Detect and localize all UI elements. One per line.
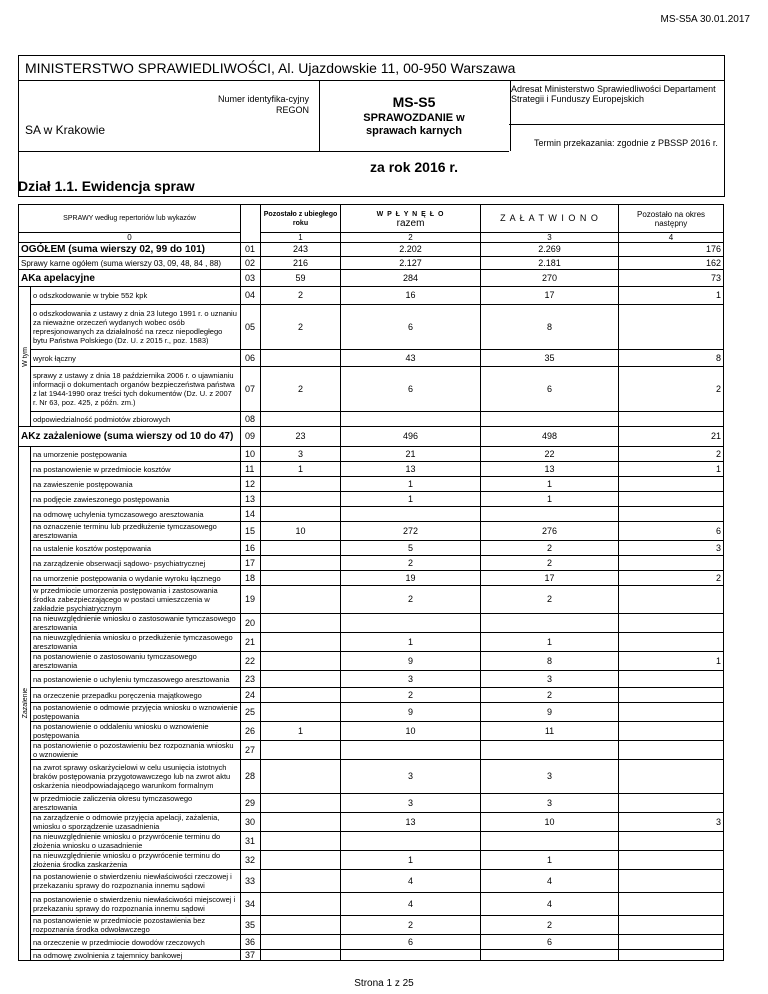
- table-row: [19, 794, 724, 813]
- cell-pozostalo: 2: [261, 305, 341, 350]
- cell-pozostalo-next: [619, 556, 724, 571]
- row-label: odpowiedzialność podmiotów zbiorowych: [31, 412, 241, 427]
- cell-zalatwiono: [481, 741, 619, 760]
- cell-zalatwiono: 17: [481, 287, 619, 305]
- cell-zalatwiono: [481, 507, 619, 522]
- cell-zalatwiono: 2: [481, 688, 619, 703]
- cell-pozostalo: [261, 652, 341, 671]
- row-label: na postanowienie o odmowie przyjęcia wniosku o wznowienie postępowania: [31, 703, 241, 722]
- cell-pozostalo: [261, 935, 341, 950]
- row-number: 15: [241, 522, 261, 541]
- cell-pozostalo: [261, 492, 341, 507]
- table-row: [19, 703, 724, 722]
- cell-zalatwiono: 17: [481, 571, 619, 586]
- cell-pozostalo-next: [619, 950, 724, 961]
- cell-wplynelo: [341, 507, 481, 522]
- col-3: 3: [481, 233, 619, 243]
- cell-zalatwiono: 3: [481, 671, 619, 688]
- cell-wplynelo: 4: [341, 870, 481, 893]
- cell-zalatwiono: 6: [481, 935, 619, 950]
- cell-zalatwiono: 1: [481, 633, 619, 652]
- cell-pozostalo-next: 8: [619, 350, 724, 367]
- row-number: 36: [241, 935, 261, 950]
- cell-zalatwiono: [481, 950, 619, 961]
- cell-wplynelo: 2: [341, 688, 481, 703]
- table-row: [19, 633, 724, 652]
- row-number: 34: [241, 893, 261, 916]
- col-4: 4: [619, 233, 724, 243]
- court-name: SA w Krakowie: [25, 123, 106, 137]
- section-title: Dział 1.1. Ewidencja spraw: [18, 178, 195, 194]
- cell-pozostalo-next: [619, 492, 724, 507]
- cell-zalatwiono: 1: [481, 492, 619, 507]
- cell-pozostalo-next: [619, 507, 724, 522]
- header-wplynelo-razem: razem: [396, 217, 425, 229]
- cell-zalatwiono: 2: [481, 541, 619, 556]
- cell-pozostalo-next: [619, 916, 724, 935]
- cell-zalatwiono: 8: [481, 305, 619, 350]
- cell-pozostalo-next: 1: [619, 462, 724, 477]
- cell-pozostalo-next: [619, 722, 724, 741]
- row-label: na oznaczenie terminu lub przedłużenie tymczasowego aresztowania: [31, 522, 241, 541]
- row-label: na postanowienie o stwierdzeniu niewłaściwości miejscowej i przekazaniu sprawy do rozpoznania innemu sądowi: [31, 893, 241, 916]
- table-row: [19, 257, 724, 270]
- row-number: 21: [241, 633, 261, 652]
- table-row: [19, 571, 724, 586]
- row-label: na ustalenie kosztów postępowania: [31, 541, 241, 556]
- row-label: OGÓŁEM (suma wierszy 02, 99 do 101): [19, 243, 241, 257]
- cell-pozostalo: [261, 741, 341, 760]
- cell-zalatwiono: 4: [481, 893, 619, 916]
- table-row: [19, 950, 724, 961]
- cell-zalatwiono: 270: [481, 270, 619, 287]
- page-footer: Strona 1 z 25: [354, 978, 414, 989]
- report-year: za rok 2016 r.: [370, 159, 458, 175]
- row-number: 17: [241, 556, 261, 571]
- cell-wplynelo: 2: [341, 586, 481, 614]
- cell-pozostalo: [261, 893, 341, 916]
- col-2: 2: [341, 233, 481, 243]
- table-row: [19, 671, 724, 688]
- cell-pozostalo: [261, 916, 341, 935]
- cell-zalatwiono: 35: [481, 350, 619, 367]
- table-row: [19, 427, 724, 447]
- cell-wplynelo: 1: [341, 851, 481, 870]
- table-row: [19, 412, 724, 427]
- row-number: 14: [241, 507, 261, 522]
- row-number: 04: [241, 287, 261, 305]
- cell-zalatwiono: 22: [481, 447, 619, 462]
- cell-pozostalo: 59: [261, 270, 341, 287]
- cell-pozostalo-next: [619, 633, 724, 652]
- row-label: na orzeczenie przepadku poręczenia majątkowego: [31, 688, 241, 703]
- cell-wplynelo: [341, 950, 481, 961]
- cell-pozostalo-next: [619, 741, 724, 760]
- cell-wplynelo: [341, 412, 481, 427]
- row-number: 25: [241, 703, 261, 722]
- row-label: na nieuwzględnienia wniosku o przedłużenie tymczasowego aresztowania: [31, 633, 241, 652]
- cell-pozostalo: [261, 477, 341, 492]
- row-label: na zarządzenie obserwacji sądowo- psychiatrycznej: [31, 556, 241, 571]
- table-row: [19, 614, 724, 633]
- row-label: na odmowę zwolnienia z tajemnicy bankowej: [31, 950, 241, 961]
- form-code: MS-S5: [392, 94, 436, 110]
- row-number: 24: [241, 688, 261, 703]
- cell-wplynelo: [341, 614, 481, 633]
- row-number: 28: [241, 760, 261, 794]
- row-number: 09: [241, 427, 261, 447]
- cell-pozostalo: [261, 794, 341, 813]
- cell-zalatwiono: 276: [481, 522, 619, 541]
- cell-pozostalo: [261, 614, 341, 633]
- row-number: 26: [241, 722, 261, 741]
- report-header: [18, 55, 725, 197]
- cell-wplynelo: 16: [341, 287, 481, 305]
- cell-pozostalo: [261, 671, 341, 688]
- row-number: 02: [241, 257, 261, 270]
- year-divider: [19, 151, 509, 152]
- cell-pozostalo-next: [619, 935, 724, 950]
- cell-wplynelo: 1: [341, 633, 481, 652]
- cell-wplynelo: 2.202: [341, 243, 481, 257]
- table-row: [19, 492, 724, 507]
- row-number: 35: [241, 916, 261, 935]
- cell-zalatwiono: [481, 832, 619, 851]
- cell-pozostalo-next: 73: [619, 270, 724, 287]
- header-wplynelo-top: W P Ł Y N Ę Ł O: [376, 210, 445, 218]
- row-label: o odszkodowanie w trybie 552 kpk: [31, 287, 241, 305]
- addressee-divider: [509, 124, 724, 125]
- row-number: 05: [241, 305, 261, 350]
- row-number: 03: [241, 270, 261, 287]
- cell-zalatwiono: 8: [481, 652, 619, 671]
- row-label: wyrok łączny: [31, 350, 241, 367]
- row-label: na umorzenie postępowania o wydanie wyroku łącznego: [31, 571, 241, 586]
- cell-wplynelo: 13: [341, 462, 481, 477]
- row-label: AKz zażaleniowe (suma wierszy od 10 do 47): [19, 427, 241, 447]
- cell-wplynelo: 284: [341, 270, 481, 287]
- col-1: 1: [261, 233, 341, 243]
- cell-pozostalo-next: [619, 671, 724, 688]
- cell-pozostalo-next: [619, 832, 724, 851]
- row-number: 01: [241, 243, 261, 257]
- cell-zalatwiono: 3: [481, 760, 619, 794]
- cell-pozostalo-next: 6: [619, 522, 724, 541]
- side-label-zazalenie: [19, 447, 31, 961]
- cell-wplynelo: 2.127: [341, 257, 481, 270]
- row-label: sprawy z ustawy z dnia 18 października 2006 r. o ujawnianiu informacji o dokumentach organów bezpieczeństwa państwa z lat 1944-1990 oraz treści tych dokumentów (Dz. U. z 2007 r. Nr 63, poz. 425, z późn. zm.): [31, 367, 241, 412]
- cell-zalatwiono: 498: [481, 427, 619, 447]
- cell-pozostalo-next: 1: [619, 287, 724, 305]
- table-row: [19, 688, 724, 703]
- table-row: [19, 447, 724, 462]
- cell-zalatwiono: [481, 614, 619, 633]
- cell-pozostalo-next: 3: [619, 813, 724, 832]
- cell-pozostalo: [261, 870, 341, 893]
- row-number: 13: [241, 492, 261, 507]
- cell-pozostalo: [261, 703, 341, 722]
- row-label: Sprawy karne ogółem (suma wierszy 03, 09, 48, 84 , 88): [19, 257, 241, 270]
- cell-wplynelo: 6: [341, 935, 481, 950]
- cell-pozostalo-next: [619, 412, 724, 427]
- cell-wplynelo: 9: [341, 703, 481, 722]
- row-number: 37: [241, 950, 261, 961]
- table-row: [19, 916, 724, 935]
- table-row: [19, 522, 724, 541]
- cell-pozostalo: [261, 760, 341, 794]
- report-title: SPRAWOZDANIE w sprawach karnych: [363, 112, 465, 137]
- cell-pozostalo-next: [619, 760, 724, 794]
- cell-pozostalo: [261, 541, 341, 556]
- table-row: [19, 287, 724, 305]
- table-row: [19, 350, 724, 367]
- cell-pozostalo-next: 2: [619, 447, 724, 462]
- cell-zalatwiono: 2: [481, 916, 619, 935]
- row-number: 07: [241, 367, 261, 412]
- table-row: [19, 832, 724, 851]
- ministry-title: MINISTERSTWO SPRAWIEDLIWOŚCI, Al. Ujazdowskie 11, 00-950 Warszawa: [19, 56, 724, 81]
- cell-wplynelo: 6: [341, 367, 481, 412]
- row-label: na postanowienie w przedmiocie kosztów: [31, 462, 241, 477]
- table-row: [19, 462, 724, 477]
- row-label: na nieuwzględnienie wniosku o przywrócenie terminu do złożenia środka zaskarżenia: [31, 851, 241, 870]
- cell-wplynelo: 4: [341, 893, 481, 916]
- table-row: [19, 760, 724, 794]
- cell-wplynelo: 496: [341, 427, 481, 447]
- cell-pozostalo: 23: [261, 427, 341, 447]
- row-label: o odszkodowania z ustawy z dnia 23 lutego 1991 r. o uznaniu za nieważne orzeczeń wydanych wobec osób represjonowanych za działalność na rzecz niepodległego bytu Państwa Polskiego (Dz. U. z 2015 r., poz. 1583): [31, 305, 241, 350]
- cell-pozostalo-next: [619, 703, 724, 722]
- table-row: [19, 935, 724, 950]
- table-row: [19, 556, 724, 571]
- table-row: [19, 851, 724, 870]
- cell-zalatwiono: 2: [481, 586, 619, 614]
- table-row: [19, 541, 724, 556]
- row-label: na podjęcie zawieszonego postępowania: [31, 492, 241, 507]
- cell-pozostalo: [261, 412, 341, 427]
- cell-zalatwiono: [481, 412, 619, 427]
- row-label: AKa apelacyjne: [19, 270, 241, 287]
- cell-pozostalo-next: 21: [619, 427, 724, 447]
- cell-pozostalo: [261, 832, 341, 851]
- header-sprawy: SPRAWY według repertoriów lub wykazów: [19, 205, 241, 233]
- cell-wplynelo: 272: [341, 522, 481, 541]
- cell-pozostalo: [261, 950, 341, 961]
- row-number: 10: [241, 447, 261, 462]
- row-number: 32: [241, 851, 261, 870]
- side-label-wtym: [19, 287, 31, 427]
- cell-pozostalo: [261, 851, 341, 870]
- row-number: 29: [241, 794, 261, 813]
- table-row: [19, 305, 724, 350]
- cell-zalatwiono: 10: [481, 813, 619, 832]
- document-reference: MS-S5A 30.01.2017: [660, 14, 750, 25]
- row-number: 08: [241, 412, 261, 427]
- cell-pozostalo: [261, 350, 341, 367]
- cell-wplynelo: [341, 832, 481, 851]
- cell-wplynelo: 5: [341, 541, 481, 556]
- cell-pozostalo: [261, 556, 341, 571]
- cell-pozostalo: 10: [261, 522, 341, 541]
- row-label: na odmowę uchylenia tymczasowego aresztowania: [31, 507, 241, 522]
- row-number: 16: [241, 541, 261, 556]
- cell-pozostalo-next: [619, 870, 724, 893]
- cell-pozostalo-next: 3: [619, 541, 724, 556]
- cell-pozostalo: [261, 507, 341, 522]
- cell-pozostalo-next: 2: [619, 367, 724, 412]
- cell-zalatwiono: 2.269: [481, 243, 619, 257]
- cell-pozostalo: 2: [261, 367, 341, 412]
- row-number: 06: [241, 350, 261, 367]
- row-number: 22: [241, 652, 261, 671]
- row-label: na zawieszenie postępowania: [31, 477, 241, 492]
- cell-wplynelo: 6: [341, 305, 481, 350]
- cell-pozostalo-next: 1: [619, 652, 724, 671]
- table-row: [19, 477, 724, 492]
- row-number: 12: [241, 477, 261, 492]
- cell-wplynelo: [341, 741, 481, 760]
- cell-pozostalo-next: [619, 477, 724, 492]
- cell-pozostalo-next: 2: [619, 571, 724, 586]
- cell-zalatwiono: 1: [481, 851, 619, 870]
- row-label: na postanowienie o uchyleniu tymczasowego aresztowania: [31, 671, 241, 688]
- row-number: 30: [241, 813, 261, 832]
- table-row: [19, 722, 724, 741]
- row-label: na nieuwzględnienie wniosku o zastosowanie tymczasowego aresztowania: [31, 614, 241, 633]
- cell-zalatwiono: 6: [481, 367, 619, 412]
- cell-zalatwiono: 13: [481, 462, 619, 477]
- table-row: [19, 507, 724, 522]
- table-row: [19, 243, 724, 257]
- row-label: na postanowienie o zastosowaniu tymczasowego aresztowania: [31, 652, 241, 671]
- row-number: 27: [241, 741, 261, 760]
- cell-wplynelo: 19: [341, 571, 481, 586]
- cell-pozostalo-next: [619, 614, 724, 633]
- cell-wplynelo: 2: [341, 556, 481, 571]
- row-number: 18: [241, 571, 261, 586]
- cell-zalatwiono: 11: [481, 722, 619, 741]
- cell-pozostalo-next: [619, 688, 724, 703]
- side-label-wtym-text: W tym: [22, 346, 29, 367]
- row-number: 23: [241, 671, 261, 688]
- records-table: [18, 204, 724, 961]
- row-number: 19: [241, 586, 261, 614]
- cell-wplynelo: 3: [341, 760, 481, 794]
- table-row: [19, 367, 724, 412]
- table-row: [19, 586, 724, 614]
- row-label: na orzeczenie w przedmiocie dowodów rzeczowych: [31, 935, 241, 950]
- cell-zalatwiono: 4: [481, 870, 619, 893]
- col-0: 0: [19, 233, 241, 243]
- cell-pozostalo-next: 162: [619, 257, 724, 270]
- cell-pozostalo: 3: [261, 447, 341, 462]
- cell-pozostalo-next: 176: [619, 243, 724, 257]
- cell-zalatwiono: 2: [481, 556, 619, 571]
- deadline: Termin przekazania: zgodnie z PBSSP 2016 r.: [534, 138, 718, 148]
- cell-zalatwiono: 9: [481, 703, 619, 722]
- cell-pozostalo-next: [619, 305, 724, 350]
- row-label: na postanowienie o pozostawieniu bez rozpoznania wniosku o wznowienie: [31, 741, 241, 760]
- side-label-zazalenie-text: Zażalenie: [22, 688, 29, 719]
- cell-pozostalo: 1: [261, 462, 341, 477]
- row-label: na nieuwzględnienie wniosku o przywrócenie terminu do złożenia wniosku o uzasadnienie: [31, 832, 241, 851]
- cell-pozostalo-next: [619, 893, 724, 916]
- header-blank: [241, 205, 261, 243]
- cell-wplynelo: 3: [341, 671, 481, 688]
- table-row: [19, 741, 724, 760]
- cell-pozostalo: [261, 586, 341, 614]
- table-row: [19, 270, 724, 287]
- row-label: na postanowienie o stwierdzeniu niewłaściwości rzeczowej i przekazaniu sprawy do rozpoznania innemu sądowi: [31, 870, 241, 893]
- cell-pozostalo-next: [619, 586, 724, 614]
- row-label: na zwrot sprawy oskarżycielowi w celu usunięcia istotnych braków postępowania przygotowawczego lub na zwrot aktu oskarżenia nieodpowiadającego warunkom formalnym: [31, 760, 241, 794]
- cell-pozostalo: 243: [261, 243, 341, 257]
- cell-wplynelo: 10: [341, 722, 481, 741]
- cell-wplynelo: 43: [341, 350, 481, 367]
- header-zalatwiono: Z A Ł A T W I O N O: [481, 205, 619, 233]
- row-label: na zarządzenie o odmowie przyjęcia apelacji, zażalenia, wniosku o sporządzenie uzasadnienia: [31, 813, 241, 832]
- cell-pozostalo-next: [619, 794, 724, 813]
- addressee: Adresat Ministerstwo Sprawiedliwości Departament Strategii i Funduszy Europejskich: [511, 84, 716, 104]
- row-number: 31: [241, 832, 261, 851]
- cell-wplynelo: 3: [341, 794, 481, 813]
- cell-pozostalo: [261, 688, 341, 703]
- table-row: [19, 893, 724, 916]
- row-number: 11: [241, 462, 261, 477]
- header-wplynelo: [341, 205, 481, 233]
- cell-pozostalo: [261, 633, 341, 652]
- row-number: 33: [241, 870, 261, 893]
- row-label: na postanowienie o oddaleniu wniosku o wznowienie postępowania: [31, 722, 241, 741]
- cell-wplynelo: 2: [341, 916, 481, 935]
- row-label: w przedmiocie zaliczenia okresu tymczasowego aresztowania: [31, 794, 241, 813]
- table-row: [19, 870, 724, 893]
- cell-pozostalo: 1: [261, 722, 341, 741]
- table-row: [19, 652, 724, 671]
- row-label: na postanowienie w przedmiocie pozostawienia bez rozpoznania środka odwoławczego: [31, 916, 241, 935]
- cell-zalatwiono: 3: [481, 794, 619, 813]
- cell-pozostalo: 216: [261, 257, 341, 270]
- cell-pozostalo-next: [619, 851, 724, 870]
- row-label: w przedmiocie umorzenia postępowania i zastosowania środka zabezpieczającego w postaci umieszczenia w zakładzie psychiatrycznym: [31, 586, 241, 614]
- cell-zalatwiono: 2.181: [481, 257, 619, 270]
- cell-pozostalo: 2: [261, 287, 341, 305]
- cell-wplynelo: 1: [341, 477, 481, 492]
- cell-wplynelo: 21: [341, 447, 481, 462]
- header-pozostalo-next: Pozostało na okres następny: [619, 205, 724, 233]
- table-row: [19, 813, 724, 832]
- cell-wplynelo: 9: [341, 652, 481, 671]
- row-number: 20: [241, 614, 261, 633]
- cell-pozostalo: [261, 571, 341, 586]
- row-label: na umorzenie postępowania: [31, 447, 241, 462]
- cell-wplynelo: 1: [341, 492, 481, 507]
- cell-zalatwiono: 1: [481, 477, 619, 492]
- regon-label: Numer identyfika-cyjny REGON: [217, 94, 309, 115]
- header-pozostalo: Pozostało z ubiegłego roku: [261, 205, 341, 233]
- cell-wplynelo: 13: [341, 813, 481, 832]
- cell-pozostalo: [261, 813, 341, 832]
